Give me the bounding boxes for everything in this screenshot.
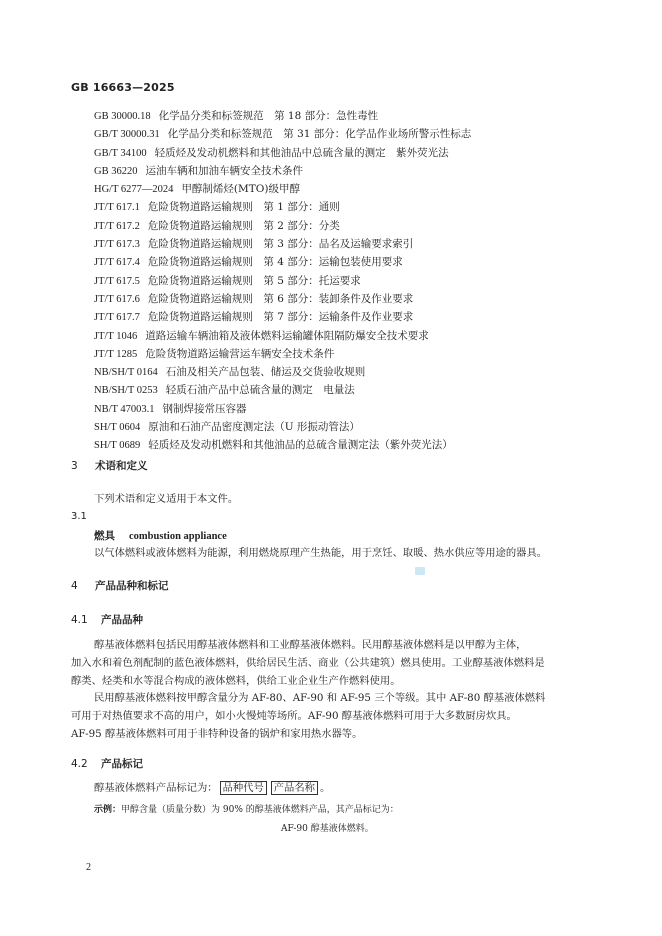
term-number: 3.1: [71, 511, 87, 522]
reference-item: [94, 381, 614, 399]
reference-code: JT/T 1285: [94, 348, 138, 360]
reference-title: 危险货物道路运输规则 第 3 部分：品名及运输要求索引: [147, 238, 414, 251]
marking-suffix: 。: [319, 782, 331, 794]
paragraph-line: AF-95 醇基液体燃料可用于非特种设备的锅炉和家用热水器等。: [71, 728, 363, 740]
reference-code: NB/T 47003.1: [94, 403, 155, 415]
reference-item: [94, 198, 614, 216]
section-title: 产品品种和标记: [95, 580, 169, 592]
term-definition: 以气体燃料或液体燃料为能源，利用燃烧原理产生热能，用于烹饪、取暖、热水供应等用途的器具。: [94, 547, 548, 559]
subsection-number: 4.2: [71, 758, 88, 770]
section-3-heading: [71, 458, 148, 473]
reference-code: JT/T 617.7: [94, 312, 140, 324]
document-header: GB 16663—2025: [71, 81, 175, 94]
reference-title: 运油车辆和加油车辆安全技术条件: [145, 164, 303, 177]
reference-code: JT/T 617.2: [94, 220, 140, 232]
reference-code: JT/T 617.5: [94, 275, 140, 287]
reference-item: [94, 217, 614, 235]
paragraph-line: 醇基液体燃料包括民用醇基液体燃料和工业醇基液体燃料。民用醇基液体燃料是以甲醇为主体，: [94, 639, 527, 651]
subsection-title: 产品标记: [101, 758, 143, 770]
reference-title: 危险货物道路运输规则 第 4 部分：运输包装使用要求: [147, 256, 403, 269]
reference-item: [94, 345, 614, 363]
section-title: 术语和定义: [95, 460, 148, 472]
reference-code: HG/T 6277—2024: [94, 184, 174, 196]
reference-item: [94, 418, 614, 436]
paragraph-line: 可用于对热值要求不高的用户，如小火慢炖等场所。AF-90 醇基液体燃料可用于大多数厨房炊具。: [71, 710, 517, 722]
reference-code: NB/SH/T 0164: [94, 367, 158, 379]
reference-item: [94, 308, 614, 326]
reference-item: [94, 107, 614, 125]
reference-code: SH/T 0604: [94, 422, 141, 434]
term-chinese: 燃具: [94, 530, 115, 542]
reference-title: 轻质石油产品中总硫含量的测定 电量法: [165, 384, 355, 397]
reference-item: [94, 272, 614, 290]
page-number: 2: [86, 862, 91, 873]
watermark-mark: [415, 567, 425, 575]
variety-code-box: 品种代号: [220, 781, 267, 795]
reference-item: [94, 436, 614, 454]
paragraph-line: 民用醇基液体燃料按甲醇含量分为 AF-80、AF-90 和 AF-95 三个等级。其中 AF-80 醇基液体燃料: [94, 692, 546, 704]
reference-code: GB/T 30000.31: [94, 129, 160, 141]
reference-title: 化学品分类和标签规范 第 31 部分：化学品作业场所警示性标志: [167, 128, 472, 141]
reference-title: 危险货物道路运输规则 第 2 部分：分类: [147, 219, 340, 232]
product-name-box: 产品名称: [271, 781, 318, 795]
reference-title: 轻质烃及发动机燃料和其他油品的总硫含量测定法（紫外荧光法）: [148, 439, 453, 452]
subsection-4-1-heading: [71, 612, 143, 627]
reference-item: [94, 235, 614, 253]
example-text: 甲醇含量（质量分数）为 90% 的醇基液体燃料产品，其产品标记为：: [121, 805, 399, 815]
reference-code: JT/T 617.1: [94, 202, 140, 214]
reference-item: [94, 290, 614, 308]
reference-code: GB 30000.18: [94, 111, 151, 122]
section-number: 4: [71, 580, 78, 592]
subsection-title: 产品品种: [101, 614, 143, 626]
reference-item: [94, 162, 614, 180]
reference-code: GB/T 34100: [94, 147, 147, 159]
reference-item: [94, 363, 614, 381]
reference-title: 道路运输车辆油箱及液体燃料运输罐体阻隔防爆安全技术要求: [145, 329, 429, 342]
reference-title: 危险货物道路运输规则 第 6 部分：装卸条件及作业要求: [147, 292, 414, 305]
marking-prefix: 醇基液体燃料产品标记为：: [94, 782, 218, 794]
reference-code: JT/T 617.6: [94, 293, 140, 305]
reference-title: 轻质烃及发动机燃料和其他油品中总硫含量的测定 紫外荧光法: [154, 146, 449, 159]
subsection-4-2-heading: [71, 756, 143, 771]
reference-item: [94, 144, 614, 162]
reference-code: GB 36220: [94, 165, 138, 177]
reference-title: 钢制焊接常压容器: [162, 402, 247, 415]
reference-title: 危险货物道路运输规则 第 1 部分：通则: [147, 201, 340, 214]
reference-title: 危险货物道路运输营运车辆安全技术条件: [145, 347, 335, 360]
reference-title: 危险货物道路运输规则 第 7 部分：运输条件及作业要求: [147, 311, 414, 324]
reference-title: 化学品分类和标签规范 第 18 部分：急性毒性: [158, 110, 379, 122]
term-entry: [94, 528, 227, 543]
subsection-number: 4.1: [71, 614, 88, 626]
example-line: [94, 802, 399, 815]
paragraph-line: 加入水和着色剂配制的蓝色液体燃料，供给居民生活、商业（公共建筑）燃具使用。工业醇基液体燃料是: [71, 657, 545, 669]
reference-item: [94, 125, 614, 143]
reference-code: SH/T 0689: [94, 440, 141, 452]
reference-item: [94, 400, 614, 418]
reference-title: 原油和石油产品密度测定法（U 形振动管法）: [148, 421, 360, 434]
example-label: 示例：: [94, 805, 122, 815]
reference-title: 石油及相关产品包装、储运及交货验收规则: [165, 366, 366, 379]
section-number: 3: [71, 460, 78, 472]
reference-item: [94, 327, 614, 345]
reference-title: 危险货物道路运输规则 第 5 部分：托运要求: [147, 274, 361, 287]
reference-code: JT/T 617.4: [94, 257, 140, 269]
terms-intro: 下列术语和定义适用于本文件。: [94, 493, 239, 505]
marking-line: [94, 780, 330, 798]
example-value: AF-90 醇基液体燃料。: [281, 824, 374, 834]
paragraph-line: 醇类、烃类和水等混合构成的液体燃料，供给工业企业生产作燃料使用。: [71, 675, 401, 687]
reference-item: [94, 180, 614, 198]
section-4-heading: [71, 578, 169, 593]
term-english: combustion appliance: [129, 531, 227, 542]
reference-item: [94, 253, 614, 271]
reference-code: NB/SH/T 0253: [94, 385, 158, 397]
reference-code: JT/T 617.3: [94, 239, 140, 251]
reference-title: 甲醇制烯烃(MTO)级甲醇: [181, 183, 300, 196]
normative-references-list: [94, 107, 614, 455]
reference-code: JT/T 1046: [94, 330, 138, 342]
